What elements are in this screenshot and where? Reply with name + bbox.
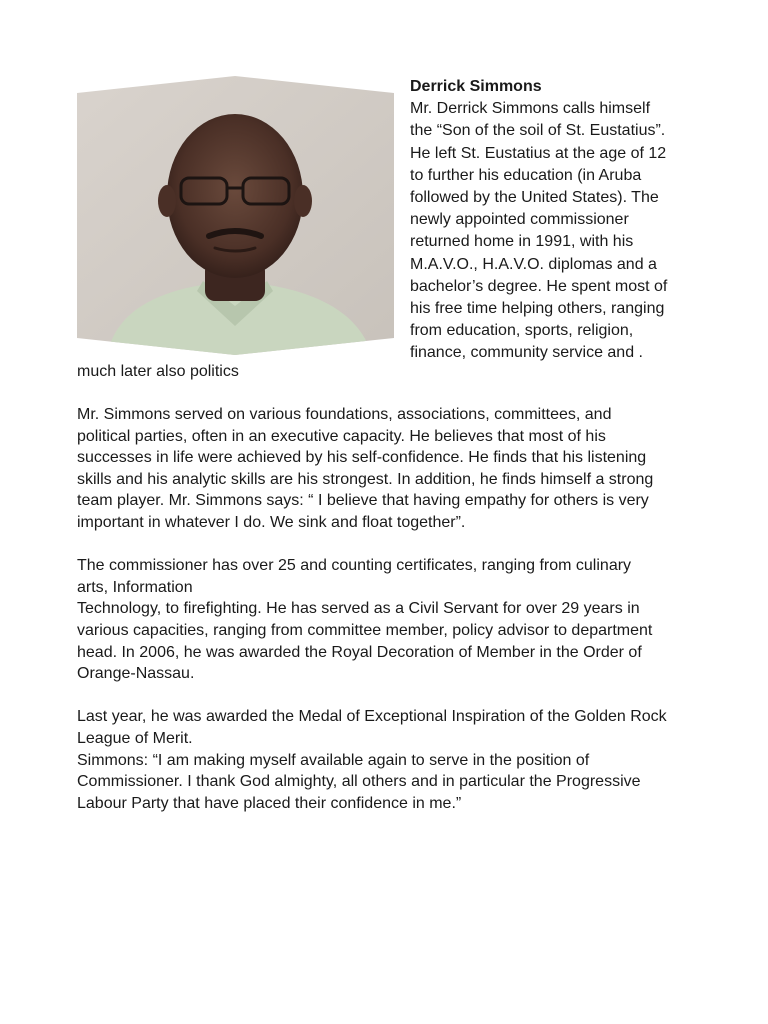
intro-line: followed by the United States). The — [410, 189, 659, 207]
paragraph-line: Technology, to firefighting. He has served as a Civil Servant for over 29 years in — [77, 600, 640, 618]
paragraph-line: Last year, he was awarded the Medal of Exceptional Inspiration of the Golden Rock — [77, 708, 667, 726]
paragraph-line: skills and his analytic skills are his strongest. In addition, he finds himself a strong — [77, 470, 654, 488]
intro-line: from education, sports, religion, — [410, 322, 634, 340]
paragraph-line: various capacities, ranging from committee member, policy advisor to department — [77, 621, 653, 639]
portrait-illustration — [77, 76, 394, 355]
intro-line: to further his education (in Aruba — [410, 166, 642, 184]
portrait-photo — [77, 76, 394, 355]
intro-line: his free time helping others, ranging — [410, 300, 665, 318]
intro-line: He left St. Eustatius at the age of 12 — [410, 144, 667, 162]
person-name: Derrick Simmons — [410, 78, 542, 95]
intro-line: Mr. Derrick Simmons calls himself — [410, 100, 651, 118]
intro-line: M.A.V.O., H.A.V.O. diplomas and a — [410, 255, 657, 273]
paragraph-line: Mr. Simmons served on various foundations, associations, committees, and — [77, 406, 612, 423]
paragraph-line: head. In 2006, he was awarded the Royal Decoration of Member in the Order of — [77, 643, 642, 661]
paragraph-line: The commissioner has over 25 and counting certificates, ranging from culinary — [77, 557, 632, 575]
intro-line: returned home in 1991, with his — [410, 233, 634, 251]
paragraph-medal — [77, 706, 717, 814]
paragraph-service — [77, 404, 717, 534]
paragraph-line: League of Merit. — [77, 729, 193, 747]
intro-line: finance, community service and . — [410, 344, 643, 362]
intro-block — [410, 76, 710, 365]
intro-continuation: much later also politics — [77, 363, 239, 380]
intro-line: the “Son of the soil of St. Eustatius”. — [410, 122, 666, 140]
intro-line: bachelor’s degree. He spent most of — [410, 277, 668, 295]
article-body — [77, 404, 717, 836]
paragraph-line: successes in life were achieved by his self-confidence. He finds that his listening — [77, 449, 647, 467]
paragraph-line: Labour Party that have placed their confidence in me.” — [77, 794, 462, 812]
paragraph-line: team player. Mr. Simmons says: “ I believe that having empathy for others is very — [77, 492, 649, 510]
paragraph-line: political parties, often in an executive capacity. He believes that most of his — [77, 427, 606, 445]
paragraph-line: important in whatever I do. We sink and float together”. — [77, 513, 466, 531]
paragraph-line: Commissioner. I thank God almighty, all others and in particular the Progressive — [77, 773, 641, 791]
paragraph-line: arts, Information — [77, 578, 193, 596]
intro-line: newly appointed commissioner — [410, 211, 629, 229]
paragraph-line: Simmons: “I am making myself available again to serve in the position of — [77, 751, 590, 769]
paragraph-line: Orange-Nassau. — [77, 665, 195, 683]
paragraph-certificates — [77, 555, 717, 685]
